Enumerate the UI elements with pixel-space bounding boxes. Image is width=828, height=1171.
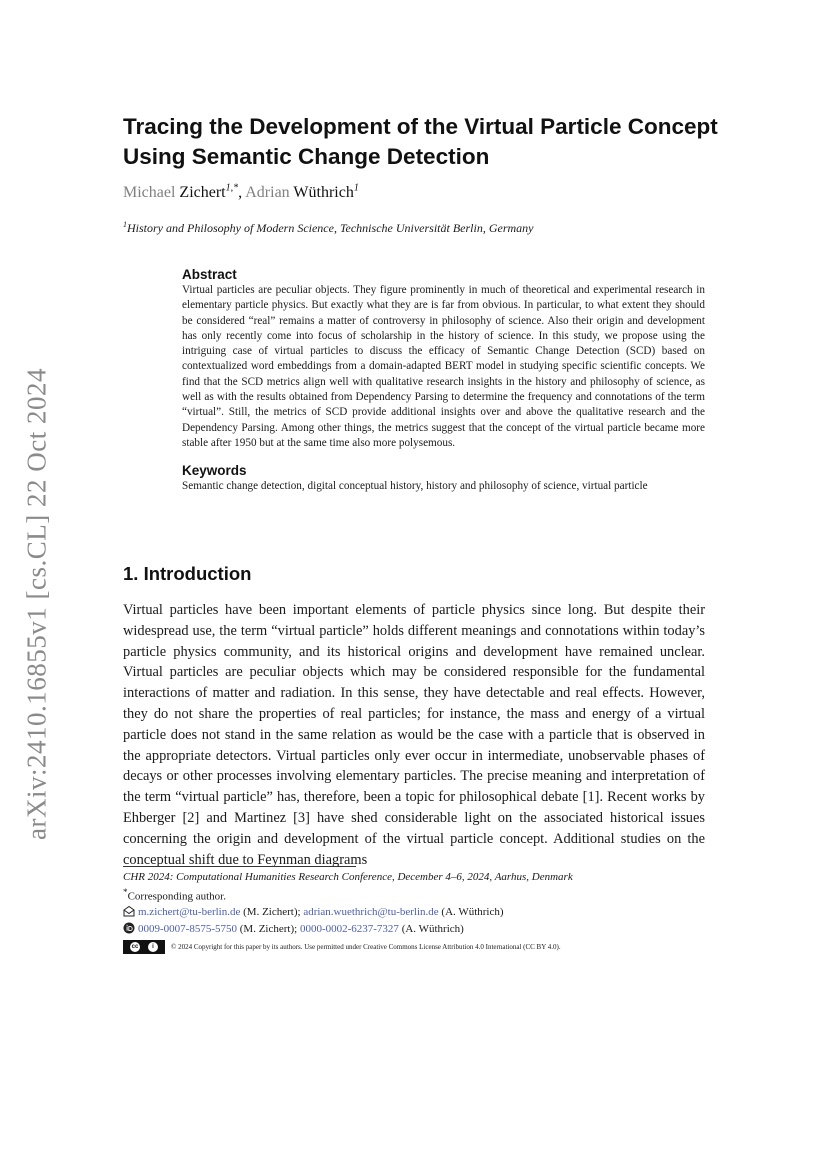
attribution-icon: i <box>148 942 158 952</box>
author: Adrian Wüthrich$^1$ <box>245 183 359 202</box>
abstract-heading: Abstract <box>182 267 237 282</box>
introduction-heading: 1. Introduction <box>123 563 252 584</box>
paper-title: Tracing the Development of the Virtual Particle Concept Using Semantic Change Detection <box>123 114 718 169</box>
cc-by-badge <box>123 940 165 954</box>
arxiv-identifier-stamp <box>12 0 62 1171</box>
author-list <box>123 183 359 202</box>
orcid-link-wuethrich[interactable]: 0000-0002-6237-7327 <box>299 922 399 935</box>
keywords-heading: Keywords <box>182 463 247 479</box>
affiliation: $^1$History and Philosophy of Modern Science, Technische Universität Berlin, Germany <box>123 220 534 235</box>
email-line: m.zichert@tu-berlin.de (M. Zichert); adrian.wuethrich@tu-berlin.de (A. Wüthrich) <box>123 905 723 922</box>
creative-commons-icon: cc <box>131 944 139 951</box>
footnotes <box>123 870 723 955</box>
orcid-icon <box>123 922 135 939</box>
orcid-line: 0009-0007-8575-5750 (M. Zichert); 0000-0002-6237-7327 (A. Wüthrich) <box>123 922 723 939</box>
keywords-text: Semantic change detection, digital conceptual history, history and philosophy of science, virtual particle <box>182 480 648 493</box>
license-text: © 2024 Copyright for this paper by its authors. Use permitted under Creative Commons License Attribution 4.0 International (CC BY 4.0). <box>171 942 561 951</box>
author: Michael Zichert$^{1,*}$, <box>123 183 246 202</box>
abstract-text: Virtual particles are peculiar objects. They figure prominently in much of theoretical and experimental research in elementary particle physics. But exactly what they are is far from obvious. In particular, to what extent they should be considered “real” remains a matter of controversy in philosophy of science. Also their origin and development has only recently come into focus of scholarship in the history of science. In this study, we propose using the intriguing case of virtual particles to discuss the efficacy of Semantic Change Detection (SCD) based on contextualized word embeddings from a domain-adapted BERT model in studying specific scientific concepts. We find that the SCD metrics align well with qualitative research insights in the history and philosophy of science, as well as with the results obtained from Dependency Parsing to determine the frequency and connotations of the term “virtual”. Still, the metrics of SCD provide additional insights over and above the qualitative research and the Dependency Parsing. Among other things, the metrics suggest that the concept of the virtual particle became more stable after 1950 but at the same time also more polysemous. <box>182 284 705 449</box>
conference-note: CHR 2024: Computational Humanities Research Conference, December 4–6, 2024, Aarhus, Denmark <box>123 871 573 883</box>
license-line <box>123 940 723 955</box>
envelope-icon <box>123 905 135 922</box>
introduction-text: Virtual particles have been important elements of particle physics since long. But despite their widespread use, the term “virtual particle” holds different meanings and connotations within today’s particle physics community, and its historical origins and development have remained unclear. Virtual particles are peculiar objects which may be considered responsible for the fundamental interactions of matter and radiation. In this sense, they have detectable and real effects. However, they do not share the properties of real particles; for instance, the mass and energy of a virtual particle does not stand in the same relation as would be the case with a particle that is observed in the appropriate detectors. Virtual particles only ever occur in intermediate, unobservable phases of decays or other processes involving elementary particles. The precise meaning and interpretation of the term “virtual particle” has, therefore, been a topic for philosophical debate [1]. Recent works by Ehberger [2] and Martinez [3] have shed considerable light on the associated historical issues concerning the origin and development of the virtual particle concept. Additional studies on the conceptual shift due to Feynman diagrams <box>123 602 705 868</box>
arxiv-id: arXiv:2410.16855v1 [cs.CL] 22 Oct 2024 <box>21 368 52 840</box>
email-link-zichert[interactable]: m.zichert@tu-berlin.de <box>138 905 241 918</box>
email-link-wuethrich[interactable]: adrian.wuethrich@tu-berlin.de <box>303 905 439 918</box>
abstract-section <box>182 267 705 495</box>
corresponding-note: *Corresponding author. <box>123 887 226 903</box>
orcid-link-zichert[interactable]: 0009-0007-8575-5750 <box>138 922 237 935</box>
footnote-divider <box>123 866 356 867</box>
